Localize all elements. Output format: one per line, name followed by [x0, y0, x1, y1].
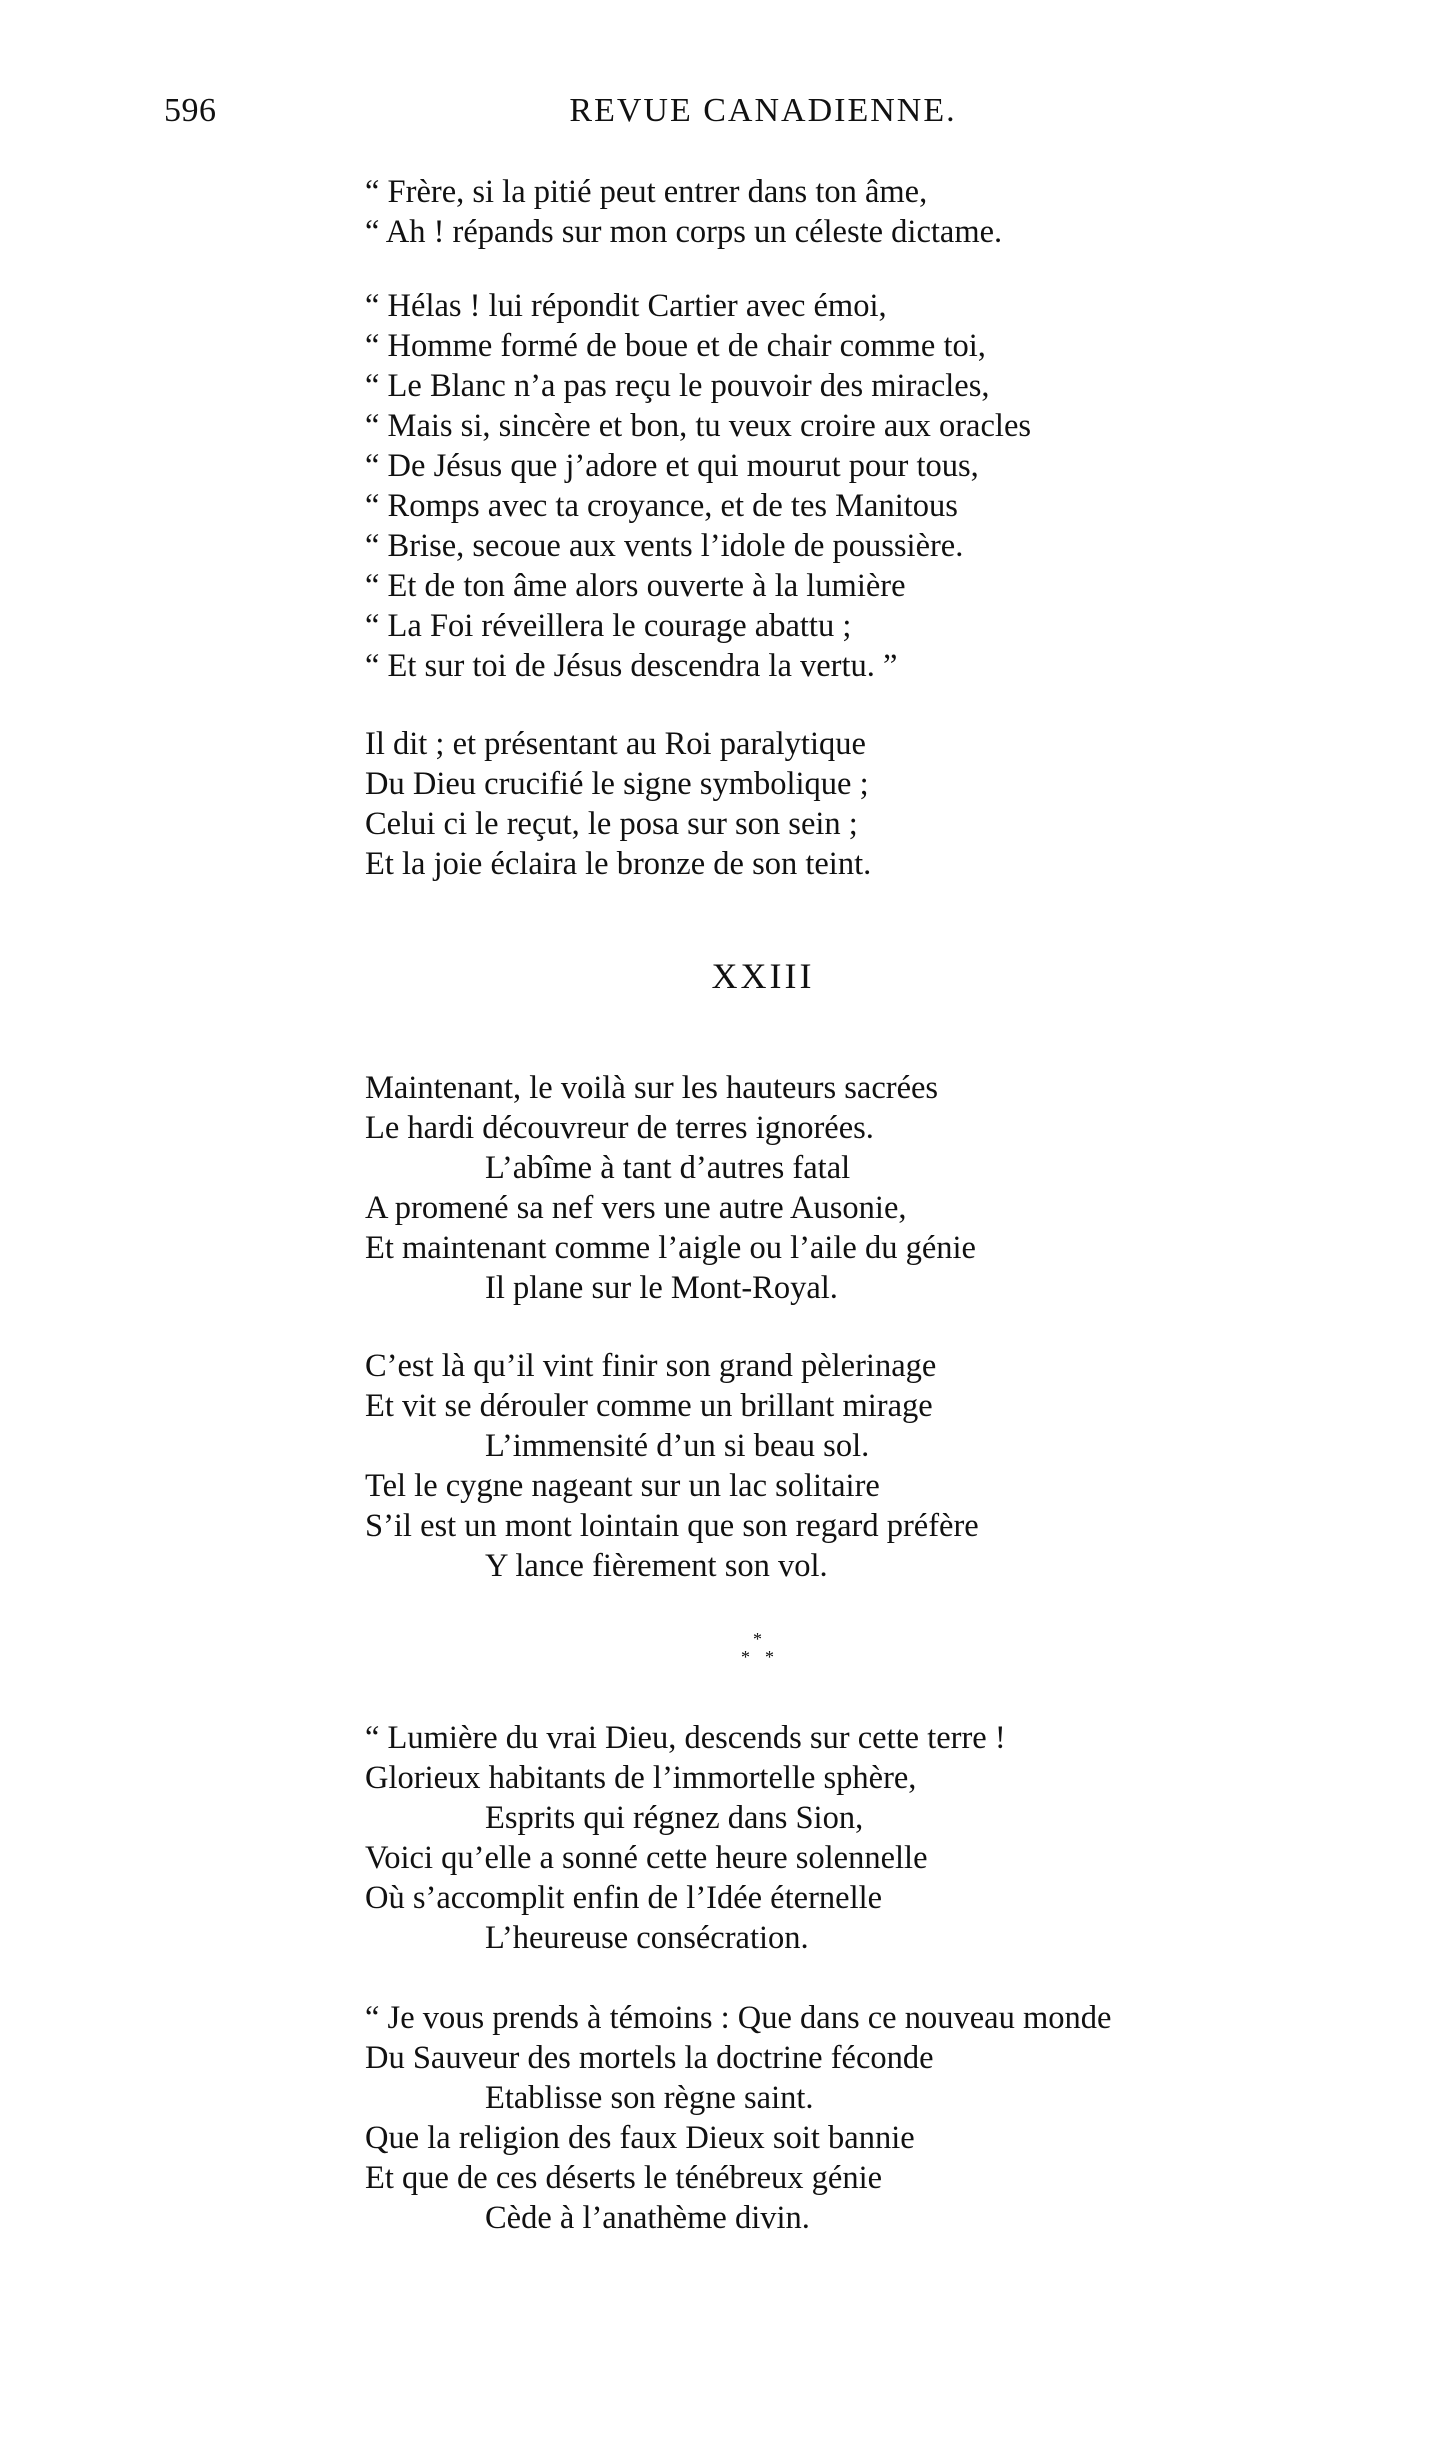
verse-line: “ Brise, secoue aux vents l’idole de poussière.	[365, 528, 964, 564]
verse-line: Celui ci le reçut, le posa sur son sein ;	[365, 806, 858, 842]
stanza-1	[365, 172, 1325, 252]
asterism-star: *	[765, 1647, 774, 1667]
section-heading: XXIII	[711, 956, 815, 996]
verse-line: A promené sa nef vers une autre Ausonie,	[365, 1190, 907, 1226]
stanza-4	[365, 1068, 1325, 1308]
verse-line-indented: Esprits qui régnez dans Sion,	[485, 1800, 864, 1836]
stanza-2	[365, 286, 1325, 686]
verse-line: C’est là qu’il vint finir son grand pèlerinage	[365, 1348, 937, 1384]
verse-line: S’il est un mont lointain que son regard préfère	[365, 1508, 979, 1544]
verse-line: “ Et de ton âme alors ouverte à la lumière	[365, 568, 906, 604]
verse-line: Le hardi découvreur de terres ignorées.	[365, 1110, 874, 1146]
verse-line: “ Homme formé de boue et de chair comme toi,	[365, 328, 986, 364]
running-head: REVUE CANADIENNE.	[569, 92, 957, 129]
verse-line-indented: L’heureuse consécration.	[485, 1920, 809, 1956]
verse-line: “ Romps avec ta croyance, et de tes Manitous	[365, 488, 958, 524]
stanza-5	[365, 1346, 1325, 1586]
verse-line: “ Ah ! répands sur mon corps un céleste dictame.	[365, 214, 1003, 250]
verse-line: “ Mais si, sincère et bon, tu veux croire aux oracles	[365, 408, 1032, 444]
verse-line: “ Et sur toi de Jésus descendra la vertu. ”	[365, 648, 898, 684]
verse-line-indented: L’abîme à tant d’autres fatal	[485, 1150, 851, 1186]
stanza-7	[365, 1998, 1325, 2238]
verse-line: “ La Foi réveillera le courage abattu ;	[365, 608, 852, 644]
verse-line: Voici qu’elle a sonné cette heure solennelle	[365, 1840, 928, 1876]
verse-line: “ Lumière du vrai Dieu, descends sur cette terre !	[365, 1720, 1006, 1756]
verse-line: Du Sauveur des mortels la doctrine féconde	[365, 2040, 934, 2076]
verse-line: “ De Jésus que j’adore et qui mourut pour tous,	[365, 448, 979, 484]
verse-line-indented: Cède à l’anathème divin.	[485, 2200, 810, 2236]
verse-line: Glorieux habitants de l’immortelle sphère,	[365, 1760, 917, 1796]
verse-line-indented: L’immensité d’un si beau sol.	[485, 1428, 870, 1464]
verse-line: Du Dieu crucifié le signe symbolique ;	[365, 766, 869, 802]
verse-line: Maintenant, le voilà sur les hauteurs sacrées	[365, 1070, 939, 1106]
asterism-star: *	[741, 1647, 750, 1667]
verse-line: Et la joie éclaira le bronze de son teint.	[365, 846, 872, 882]
verse-line-indented: Etablisse son règne saint.	[485, 2080, 814, 2116]
verse-line: Tel le cygne nageant sur un lac solitaire	[365, 1468, 880, 1504]
verse-line: Il dit ; et présentant au Roi paralytique	[365, 726, 866, 762]
verse-line: Et vit se dérouler comme un brillant mirage	[365, 1388, 933, 1424]
verse-line-indented: Il plane sur le Mont-Royal.	[485, 1270, 838, 1306]
verse-line: “ Hélas ! lui répondit Cartier avec émoi,	[365, 288, 887, 324]
verse-line: Que la religion des faux Dieux soit bannie	[365, 2120, 915, 2156]
page-header	[0, 92, 1456, 132]
verse-line: “ Le Blanc n’a pas reçu le pouvoir des miracles,	[365, 368, 990, 404]
asterism-star: *	[753, 1629, 762, 1649]
verse-line-indented: Y lance fièrement son vol.	[485, 1548, 828, 1584]
stanza-3	[365, 724, 1325, 884]
page-number: 596	[164, 92, 217, 129]
verse-line: “ Je vous prends à témoins : Que dans ce nouveau monde	[365, 2000, 1112, 2036]
stanza-6	[365, 1718, 1325, 1958]
verse-line: Et que de ces déserts le ténébreux génie	[365, 2160, 883, 2196]
verse-line: “ Frère, si la pitié peut entrer dans ton âme,	[365, 174, 928, 210]
verse-line: Où s’accomplit enfin de l’Idée éternelle	[365, 1880, 883, 1916]
asterism-ornament	[730, 1630, 790, 1676]
verse-line: Et maintenant comme l’aigle ou l’aile du génie	[365, 1230, 976, 1266]
